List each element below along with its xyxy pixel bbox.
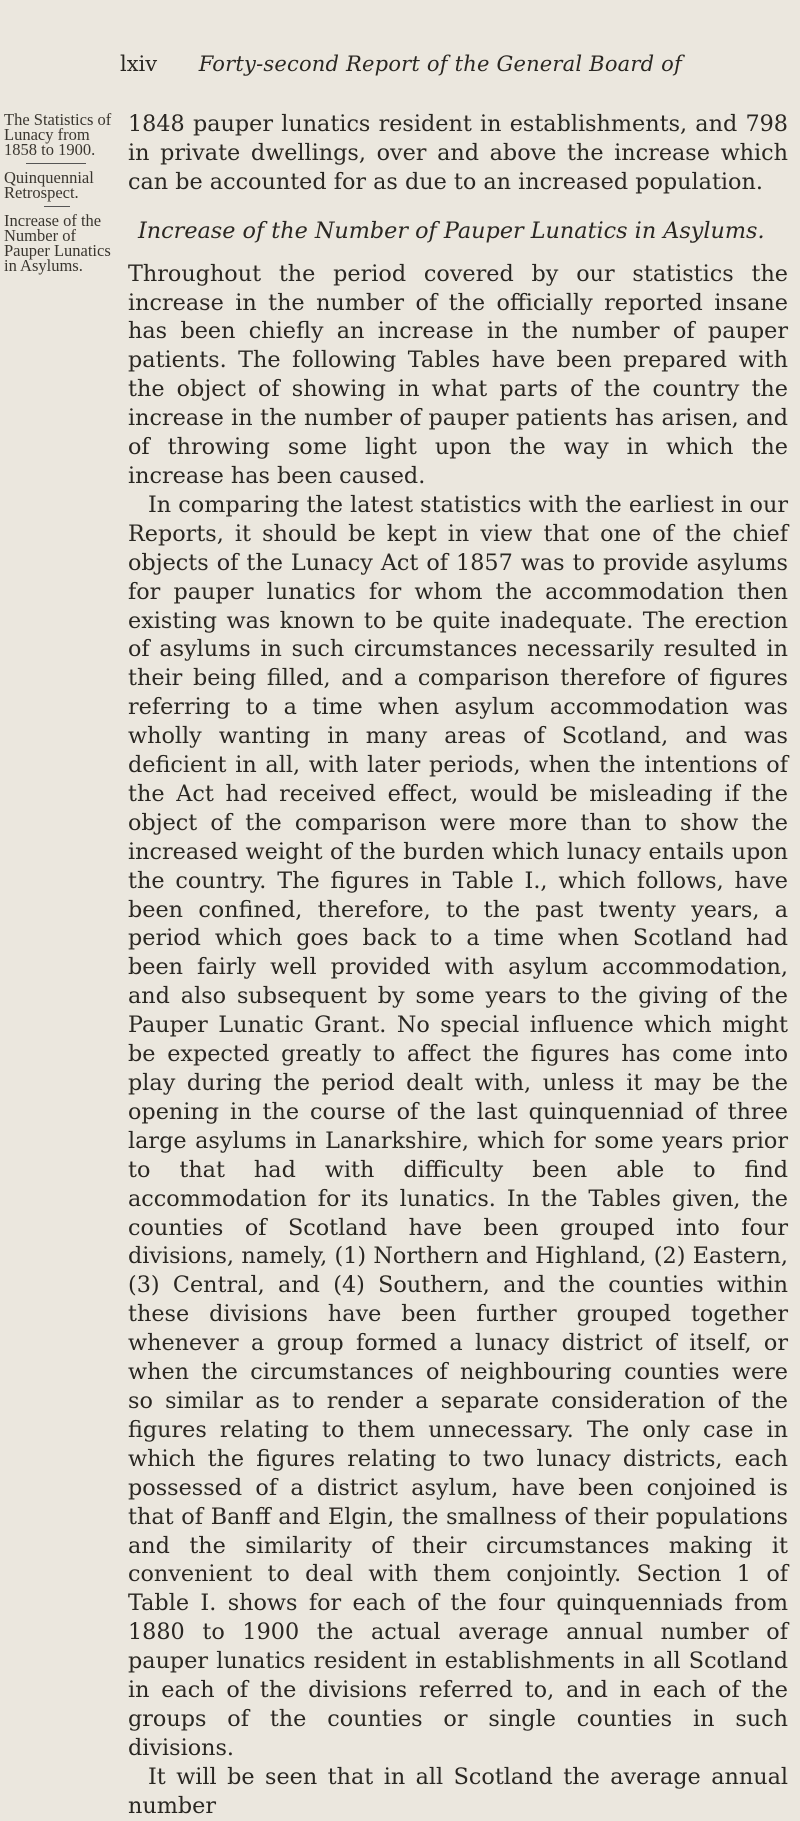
margin-rule	[26, 163, 86, 164]
margin-rule-short	[44, 206, 70, 207]
section-heading: Increase of the Number of Pauper Lunatics in Asylums.	[138, 217, 765, 244]
margin-note-statistics: The Statistics of Lunacy from 1858 to 1900.	[4, 110, 112, 159]
page-folio: lxiv	[120, 52, 158, 76]
margin-note-increase: Increase of the Number of Pauper Lunatics in Asylums.	[4, 211, 111, 275]
body-text	[128, 110, 788, 1821]
paragraph-3: It will be seen that in all Scotland the average annual number	[128, 1763, 788, 1819]
running-title: Forty-second Report of the General Board of	[198, 52, 682, 76]
running-header	[120, 52, 700, 76]
paragraph-intro: 1848 pauper lunatics resident in establishments, and 798 in private dwellings, over and above the increase which can be accounted for as due to an increased population.	[128, 111, 788, 195]
paragraph-2: In comparing the latest statistics with the earliest in our Reports, it should be kept in view that one of the chief objects of the Lunacy Act of 1857 was to provide asylums for pauper lunatics for whom the accommodation then existing was known to be quite inadequate. The erection of asylums in such circumstances necessarily resulted in their being filled, and a comparison therefore of figures referring to a time when asylum accommodation was wholly wanting in many areas of Scotland, and was deficient in all, with later periods, when the intentions of the Act had received effect, would be misleading if the object of the comparison were more than to show the increased weight of the burden which lunacy entails upon the country. The figures in Table I., which follows, have been confined, therefore, to the past twenty years, a period which goes back to a time when Scotland had been fairly well provided with asylum accommodation, and also subsequent by some years to the giving of the Pauper Lunatic Grant. No special influence which might be expected greatly to affect the figures has come into play during the period dealt with, unless it may be the opening in the course of the last quinquenniad of three large asylums in Lanarkshire, which for some years prior to that had with difficulty been able to find accommodation for its lunatics. In the Tables given, the counties of Scotland have been grouped into four divisions, namely, (1) Northern and Highland, (2) Eastern, (3) Central, and (4) Southern, and the counties within these divisions have been further grouped together whenever a group formed a lunacy district of itself, or when the circumstances of neighbouring counties were so similar as to render a separate consideration of the figures relating to them unnecessary. The only case in which the figures relating to two lunacy districts, each possessed of a district asylum, have been conjoined is that of Banff and Elgin, the smallness of their populations and the similarity of their circumstances making it convenient to deal with them conjointly. Section 1 of Table I. shows for each of the four quinquenniads from 1880 to 1900 the actual average annual number of pauper lunatics resident in establishments in all Scotland in each of the divisions referred to, and in each of the groups of the counties or single counties in such divisions.	[128, 491, 788, 1761]
margin-note-retrospect: Quinquennial Retrospect.	[4, 168, 94, 202]
paragraph-1: Throughout the period covered by our statistics the increase in the number of the officially reported insane has been chiefly an increase in the number of pauper patients. The following Tables have been prepared with the object of showing in what parts of the country the increase in the number of pauper patients has arisen, and of throwing some light upon the way in which the increase has been caused.	[128, 260, 788, 489]
margin-notes	[4, 112, 116, 273]
